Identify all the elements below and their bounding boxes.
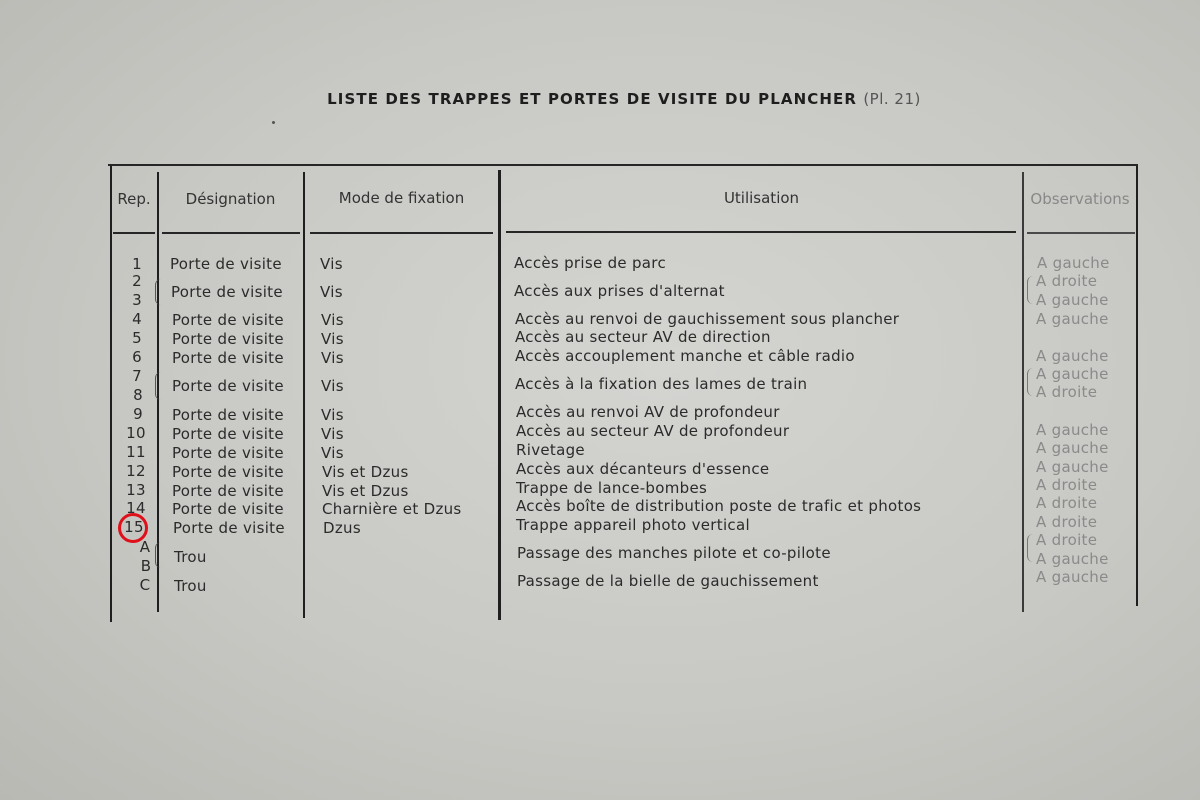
designation-cell: Porte de visite xyxy=(172,482,284,500)
utilisation-cell: Accès au secteur AV de profondeur xyxy=(516,422,790,440)
rep-cell: B xyxy=(140,557,152,575)
col-border-designation xyxy=(303,172,305,618)
utilisation-cell: Accès à la fixation des lames de train xyxy=(515,375,808,393)
designation-cell: Porte de visite xyxy=(172,425,284,443)
col-border-fixation xyxy=(498,170,501,620)
utilisation-cell: Accès aux décanteurs d'essence xyxy=(516,460,770,478)
utilisation-cell: Accès boîte de distribution poste de trafic et photos xyxy=(516,497,922,515)
header-underline-observations xyxy=(1027,232,1135,234)
designation-cell: Trou xyxy=(174,548,207,566)
rep-cell: 8 xyxy=(133,386,143,404)
brace-rep-A-B xyxy=(155,542,162,568)
fixation-cell: Charnière et Dzus xyxy=(322,500,462,518)
fixation-cell: Vis xyxy=(321,425,344,443)
designation-cell: Porte de visite xyxy=(170,255,282,273)
fixation-cell: Vis xyxy=(321,311,344,329)
utilisation-cell: Trappe appareil photo vertical xyxy=(516,516,750,534)
rep-cell: 6 xyxy=(132,348,142,366)
designation-cell: Porte de visite xyxy=(172,463,284,481)
designation-cell: Trou xyxy=(174,577,207,595)
header-underline-rep xyxy=(113,232,155,234)
designation-cell: Porte de visite xyxy=(172,330,284,348)
utilisation-cell: Trappe de lance-bombes xyxy=(516,479,708,497)
designation-cell: Porte de visite xyxy=(172,377,284,395)
header-designation: Désignation xyxy=(185,190,276,208)
red-highlight-circle xyxy=(118,513,148,543)
observation-cell: A droite xyxy=(1036,476,1098,494)
col-border-right xyxy=(1136,166,1138,606)
rep-cell: 2 xyxy=(132,272,142,290)
rep-cell: 12 xyxy=(126,462,146,480)
header-underline-designation xyxy=(162,232,300,234)
observation-cell: A gauche xyxy=(1037,254,1110,272)
fixation-cell: Vis xyxy=(321,330,344,348)
header-rep: Rep. xyxy=(117,190,151,208)
observation-cell: A gauche xyxy=(1036,365,1109,383)
observation-cell: A gauche xyxy=(1036,550,1109,568)
header-fixation: Mode de fixation xyxy=(338,189,465,207)
observation-cell: A gauche xyxy=(1036,439,1109,457)
observation-cell: A gauche xyxy=(1036,310,1109,328)
designation-cell: Porte de visite xyxy=(172,311,284,329)
observation-cell: A droite xyxy=(1036,494,1098,512)
table-top-border xyxy=(108,164,1138,166)
fixation-cell: Vis xyxy=(320,255,343,273)
utilisation-cell: Accès accouplement manche et câble radio xyxy=(515,347,855,365)
brace-obs-A-B xyxy=(1027,534,1034,562)
rep-cell: 1 xyxy=(132,255,142,273)
title-main: LISTE DES TRAPPES ET PORTES DE VISITE DU PLANCHER xyxy=(327,90,857,108)
fixation-cell: Vis et Dzus xyxy=(322,463,409,481)
utilisation-cell: Passage de la bielle de gauchissement xyxy=(517,572,819,590)
designation-cell: Porte de visite xyxy=(171,283,283,301)
utilisation-cell: Accès au renvoi AV de profondeur xyxy=(516,403,780,421)
fixation-cell: Vis xyxy=(321,406,344,424)
title-plate-ref: (Pl. 21) xyxy=(863,90,921,108)
rep-cell: 13 xyxy=(126,481,146,499)
rep-cell: C xyxy=(139,576,151,594)
observation-cell: A gauche xyxy=(1036,347,1109,365)
rep-cell: 5 xyxy=(132,329,142,347)
rep-cell: 3 xyxy=(132,291,142,309)
observation-cell: A gauche xyxy=(1036,568,1109,586)
rep-cell: A xyxy=(139,538,151,556)
utilisation-cell: Passage des manches pilote et co-pilote xyxy=(517,544,831,562)
observation-cell: A droite xyxy=(1036,383,1098,401)
utilisation-cell: Accès aux prises d'alternat xyxy=(514,282,725,300)
fixation-cell: Vis xyxy=(321,349,344,367)
page-title xyxy=(0,90,1200,108)
utilisation-cell: Rivetage xyxy=(516,441,585,459)
observation-cell: A droite xyxy=(1036,531,1098,549)
observation-cell: A gauche xyxy=(1036,458,1109,476)
designation-cell: Porte de visite xyxy=(173,519,285,537)
fixation-cell: Vis xyxy=(321,377,344,395)
brace-obs-2-3 xyxy=(1027,276,1034,304)
rep-cell: 4 xyxy=(132,310,142,328)
fixation-cell: Vis xyxy=(321,444,344,462)
fixation-cell: Dzus xyxy=(323,519,361,537)
designation-cell: Porte de visite xyxy=(172,349,284,367)
rep-cell: 9 xyxy=(133,405,143,423)
observation-cell: A gauche xyxy=(1036,291,1109,309)
rep-cell: 14 xyxy=(126,499,146,517)
observation-cell: A droite xyxy=(1036,513,1098,531)
col-border-utilisation xyxy=(1022,172,1024,612)
fixation-cell: Vis et Dzus xyxy=(322,482,409,500)
brace-rep-2-3 xyxy=(155,279,162,305)
header-utilisation: Utilisation xyxy=(723,189,800,207)
rep-cell: 7 xyxy=(132,367,142,385)
rep-cell: 10 xyxy=(126,424,146,442)
header-underline-fixation xyxy=(310,232,493,234)
header-observations: Observations xyxy=(1030,190,1130,208)
header-underline-utilisation xyxy=(506,231,1016,233)
fixation-cell: Vis xyxy=(320,283,343,301)
observation-cell: A droite xyxy=(1036,272,1098,290)
utilisation-cell: Accès prise de parc xyxy=(514,254,666,272)
designation-cell: Porte de visite xyxy=(172,406,284,424)
observation-cell: A gauche xyxy=(1036,421,1109,439)
col-border-left xyxy=(110,166,112,622)
rep-cell-highlighted: 15 xyxy=(124,518,144,536)
designation-cell: Porte de visite xyxy=(172,500,284,518)
utilisation-cell: Accès au renvoi de gauchissement sous plancher xyxy=(515,310,900,328)
designation-cell: Porte de visite xyxy=(172,444,284,462)
rep-cell: 11 xyxy=(126,443,146,461)
brace-rep-7-8 xyxy=(155,372,162,400)
ink-speck xyxy=(272,121,275,124)
utilisation-cell: Accès au secteur AV de direction xyxy=(515,328,771,346)
brace-obs-7-8 xyxy=(1027,368,1034,396)
